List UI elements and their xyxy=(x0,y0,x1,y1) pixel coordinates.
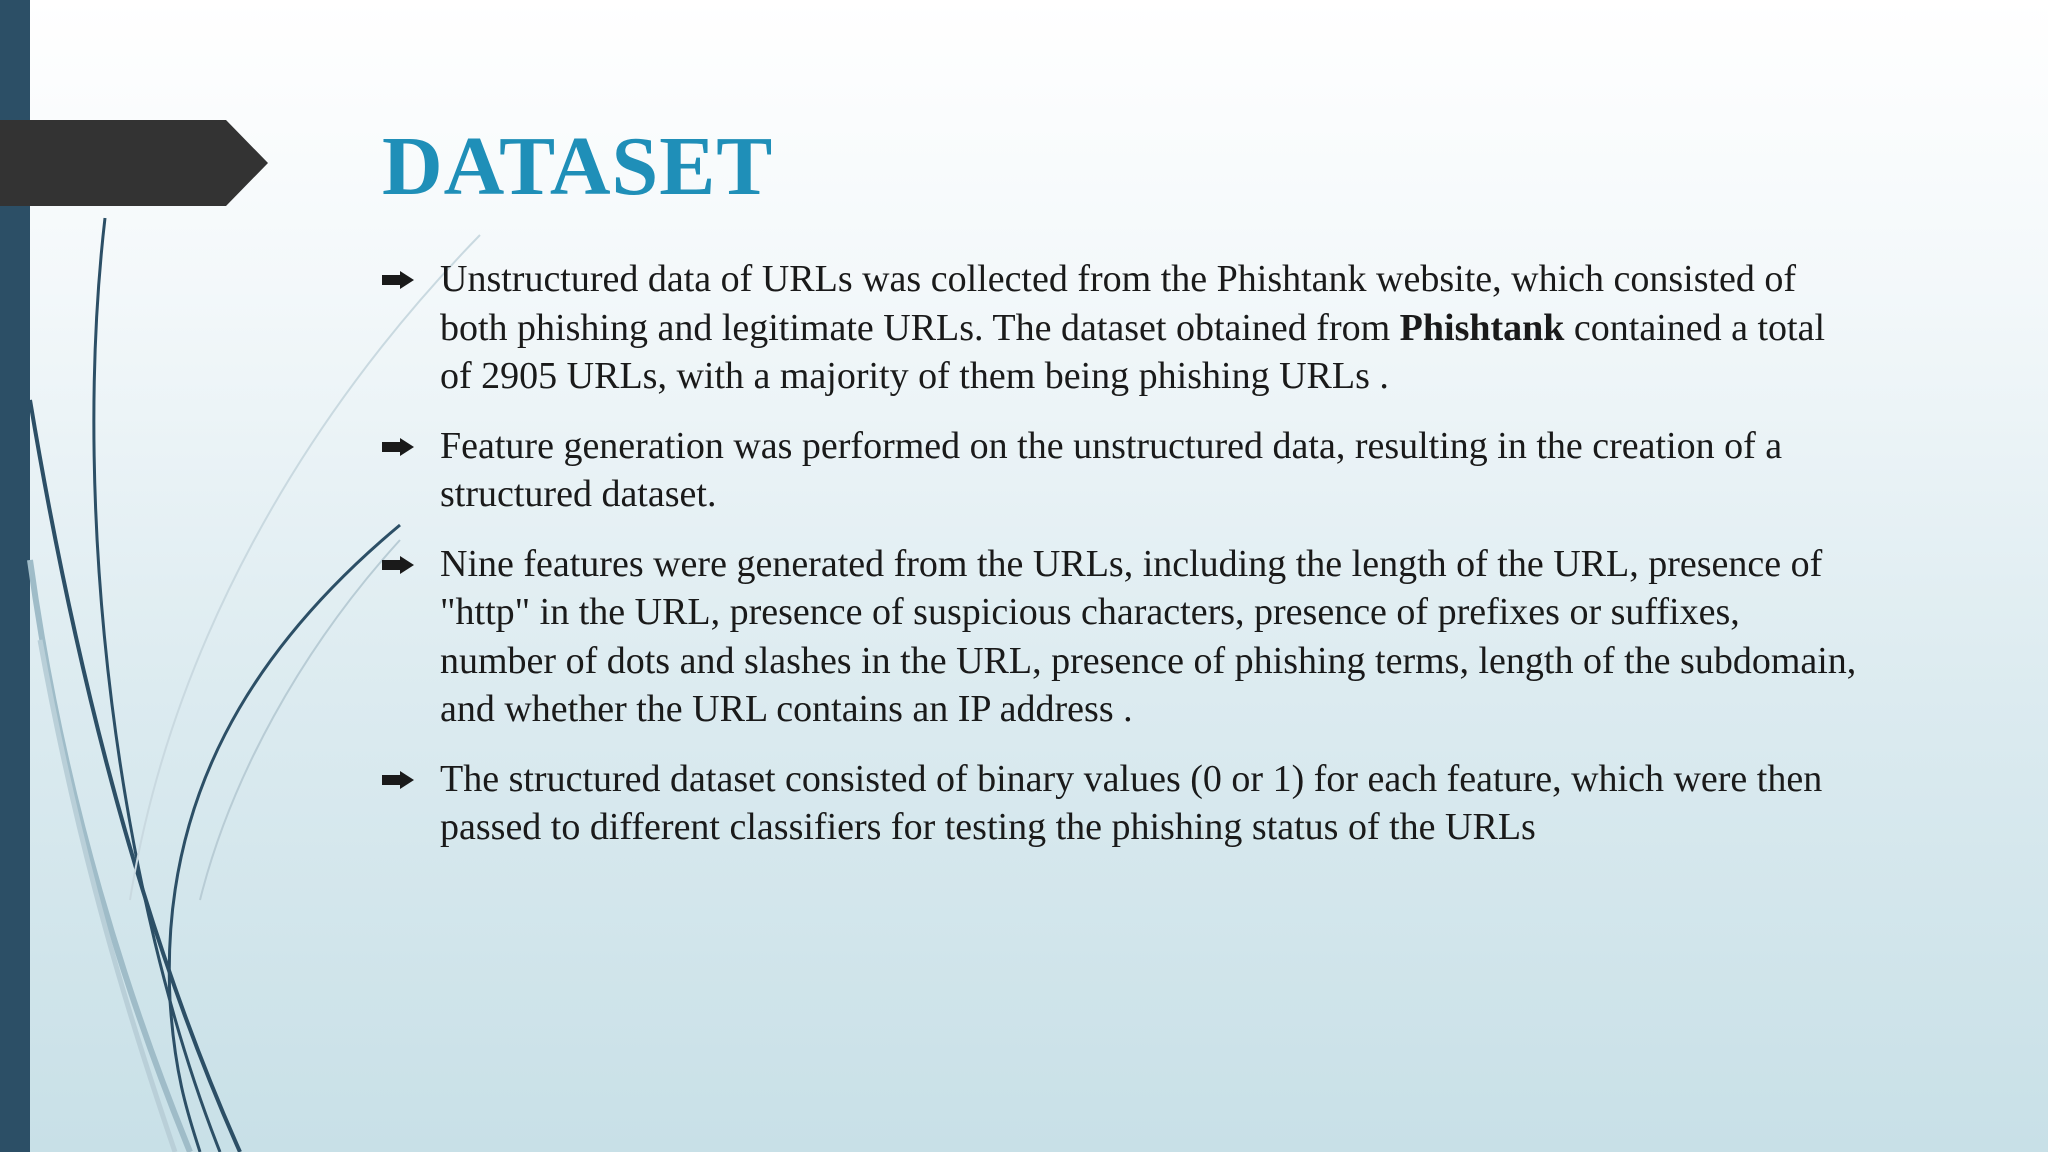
bullet-list xyxy=(382,255,1862,873)
right-arrow-icon xyxy=(382,271,414,289)
bullet-item xyxy=(382,755,1862,852)
bullet-text: Feature generation was performed on the unstructured data, resulting in the creation of a structured dataset. xyxy=(440,424,1783,515)
bullet-text: Unstructured data of URLs was collected from the Phishtank website, which consisted of both phishing and legitimate URLs. The dataset obtained from Phishtank contained a total of 2905 URLs, with a majority of them being phishing URLs . xyxy=(440,258,1826,397)
right-arrow-icon xyxy=(382,438,414,456)
bullet-item xyxy=(382,422,1862,519)
right-arrow-icon xyxy=(382,556,414,574)
bold-phrase: Phishtank xyxy=(1399,306,1565,349)
bullet-item xyxy=(382,540,1862,734)
bullet-text: Nine features were generated from the URLs, including the length of the URL, presence of "http" in the URL, presence of suspicious characters, presence of prefixes or suffixes, number of dots and slashes in the URL, presence of phishing terms, length of the subdomain, and whether the URL contains an IP address . xyxy=(440,542,1857,730)
right-arrow-icon xyxy=(382,771,414,789)
title-tab-shape xyxy=(0,120,270,206)
bullet-item xyxy=(382,255,1862,401)
slide-title: DATASET xyxy=(382,120,774,213)
bullet-text: The structured dataset consisted of binary values (0 or 1) for each feature, which were then passed to different classifiers for testing the phishing status of the URLs xyxy=(440,757,1823,848)
